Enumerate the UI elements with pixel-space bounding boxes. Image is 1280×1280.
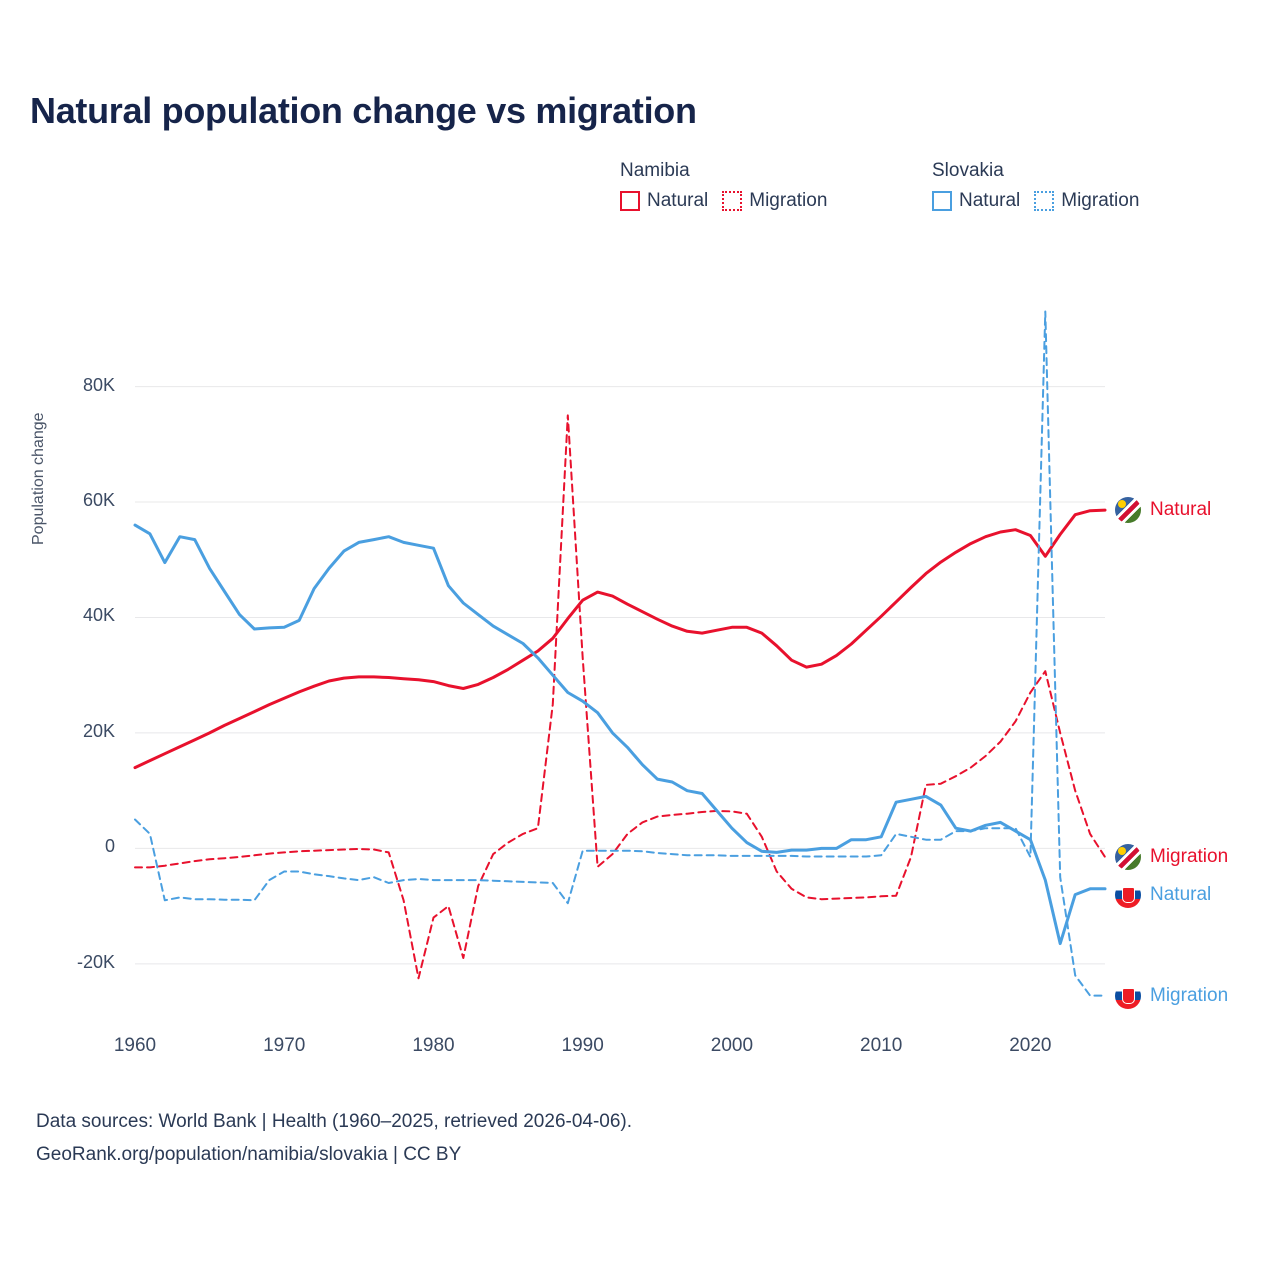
page-title: Natural population change vs migration — [30, 90, 697, 131]
end-label-namibia-natural — [1115, 497, 1211, 523]
slovakia-flag-icon — [1115, 882, 1141, 908]
series-line — [135, 510, 1105, 767]
end-label-text: Natural — [1150, 499, 1212, 521]
end-label-slovakia-natural — [1115, 882, 1211, 908]
x-tick-label: 2010 — [860, 1035, 903, 1056]
footer — [36, 1105, 632, 1172]
x-tick-label: 1980 — [412, 1035, 455, 1056]
series-line — [135, 312, 1105, 996]
legend-item-label: Natural — [647, 190, 709, 211]
end-label-text: Migration — [1150, 984, 1229, 1006]
x-tick-label: 1960 — [113, 1035, 157, 1056]
end-label-namibia-migration — [1115, 844, 1228, 870]
x-tick-label: 2000 — [710, 1035, 754, 1056]
series-lines — [135, 312, 1105, 996]
slovakia-flag-icon — [1115, 983, 1141, 1009]
gridlines — [135, 387, 1105, 964]
end-label-slovakia-migration — [1115, 983, 1228, 1009]
footer-line-sources: Data sources: World Bank | Health (1960–2025, retrieved 2026-04-06). — [36, 1111, 633, 1132]
y-tick-label: -20K — [76, 951, 115, 972]
series-line — [135, 525, 1105, 944]
namibia-flag-icon — [1115, 497, 1141, 523]
end-label-text: Natural — [1150, 884, 1212, 906]
y-tick-label: 40K — [82, 605, 115, 626]
legend-group-title: Slovakia — [932, 160, 1004, 181]
legend-group-title: Namibia — [620, 160, 690, 181]
x-tick-label: 2020 — [1009, 1035, 1052, 1056]
x-tick-label: 1970 — [263, 1035, 306, 1056]
y-axis-label: Population change — [30, 412, 47, 545]
y-tick-label: 80K — [82, 374, 115, 395]
legend-item-label: Natural — [959, 190, 1021, 211]
namibia-flag-icon — [1115, 844, 1141, 870]
legend-item-label: Migration — [749, 190, 828, 211]
y-tick-label: 0 — [104, 836, 115, 857]
legend-item-label: Migration — [1061, 190, 1140, 211]
footer-line-attribution: GeoRank.org/population/namibia/slovakia | CC BY — [36, 1144, 462, 1166]
y-tick-label: 60K — [82, 490, 115, 511]
y-tick-label: 20K — [82, 720, 115, 741]
series-line — [135, 415, 1105, 978]
end-label-text: Migration — [1150, 846, 1229, 868]
x-tick-label: 1990 — [561, 1035, 604, 1056]
